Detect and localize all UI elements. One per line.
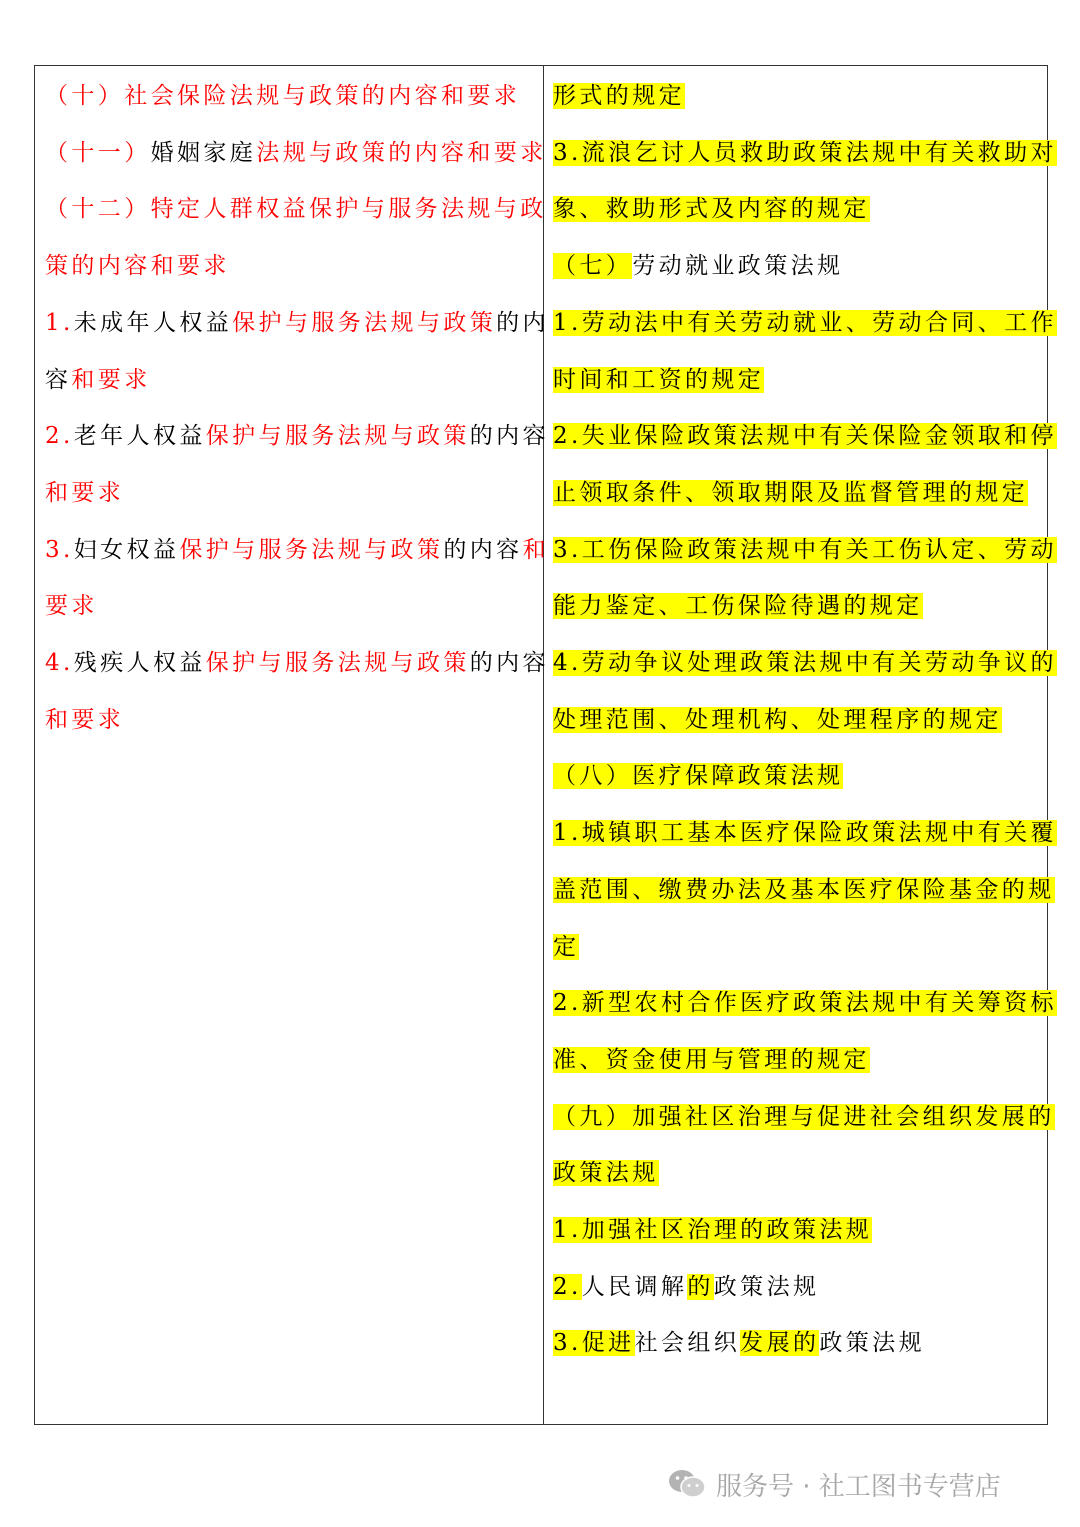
text-segment: 的内: [496, 309, 549, 336]
right-column-line: [553, 414, 1057, 458]
text-segment: 保护与服务法规与政策: [205, 423, 470, 450]
text-segment: 人民调解: [581, 1273, 688, 1300]
right-column-line: [553, 1038, 870, 1082]
text-segment: 2.: [45, 423, 74, 450]
left-column-line: [45, 301, 549, 345]
text-segment: 和要求: [45, 479, 125, 506]
right-column-line: [553, 1208, 872, 1252]
text-segment: 准、资金使用与管理的规定: [553, 1046, 870, 1073]
text-segment: 的内容: [469, 423, 549, 450]
text-segment: 处理范围、处理机构、处理程序的规定: [553, 706, 1002, 733]
text-segment: 和: [522, 536, 549, 563]
text-segment: 形式的规定: [553, 83, 685, 109]
text-segment: 政策法规: [553, 1160, 659, 1187]
left-column-line: [45, 74, 520, 118]
text-segment: 4.: [45, 650, 74, 676]
left-column-line: [45, 244, 230, 288]
right-column-line: [553, 868, 1055, 912]
wechat-icon: [668, 1468, 706, 1500]
text-segment: 象、救助形式及内容的规定: [553, 196, 870, 223]
text-segment: （七）: [553, 253, 633, 280]
text-segment: 劳动就业政策法规: [632, 253, 844, 280]
text-segment: 妇女权益: [73, 536, 180, 563]
text-segment: 止领取条件、领取期限及监督管理的规定: [553, 479, 1029, 506]
right-column-line: [553, 1095, 1055, 1139]
text-segment: 要求: [45, 593, 98, 620]
right-column-line: [553, 981, 1057, 1025]
text-segment: （八）医疗保障政策法规: [553, 763, 844, 790]
text-segment: （十）社会保险法规与政策的内容和要求: [45, 83, 521, 109]
right-column-line: [553, 1151, 659, 1195]
right-column-line: [553, 641, 1057, 685]
text-segment: 和要求: [45, 706, 125, 733]
text-segment: 的: [687, 1273, 714, 1300]
text-segment: 3.: [553, 1330, 582, 1357]
right-column-line: [553, 925, 579, 969]
text-segment: 政策法规: [819, 1330, 925, 1357]
left-column-line: [45, 698, 124, 742]
text-segment: 2.新型农村合作医疗政策法规中有关筹资标: [553, 990, 1057, 1017]
left-column-line: [45, 414, 549, 458]
text-segment: 的内容: [469, 650, 549, 676]
right-column-line: [553, 131, 1057, 175]
text-segment: 时间和工资的规定: [553, 366, 765, 393]
column-divider: [543, 66, 544, 1424]
text-segment: 保护与服务法规与政策: [232, 309, 497, 336]
text-segment: 残疾人权益: [73, 650, 206, 676]
left-column-line: [45, 131, 547, 175]
text-segment: 保护与服务法规与政策: [179, 536, 444, 563]
text-segment: 2.: [553, 1273, 582, 1300]
text-segment: 社会组织: [634, 1330, 741, 1357]
text-segment: 1.加强社区治理的政策法规: [553, 1217, 873, 1243]
text-segment: 法规与政策的内容和要求: [256, 139, 547, 166]
text-segment: 3.工伤保险政策法规中有关工伤认定、劳动: [553, 536, 1057, 563]
text-segment: 盖范围、缴费办法及基本医疗保险基金的规: [553, 876, 1055, 903]
text-segment: 1.城镇职工基本医疗保险政策法规中有关覆: [553, 820, 1057, 847]
right-column-line: [553, 187, 870, 231]
text-segment: 保护与服务法规与政策: [205, 650, 470, 676]
text-segment: 政策法规: [713, 1273, 820, 1300]
right-column-line: [553, 358, 764, 402]
text-segment: 3.流浪乞讨人员救助政策法规中有关救助对: [553, 139, 1057, 166]
text-segment: 促进: [581, 1330, 635, 1357]
text-segment: （九）加强社区治理与促进社会组织发展的: [553, 1103, 1055, 1130]
watermark: [668, 1462, 1001, 1506]
text-segment: 定: [553, 933, 580, 960]
right-column-line: [553, 528, 1057, 572]
text-segment: 未成年人权益: [73, 309, 233, 336]
left-column-line: [45, 471, 124, 515]
text-segment: 的内容: [443, 536, 523, 563]
right-column-line: [553, 754, 843, 798]
text-segment: 3.: [45, 536, 74, 563]
right-column-line: [553, 301, 1057, 345]
left-column-line: [45, 187, 547, 231]
right-column-line: [553, 74, 685, 118]
text-segment: 容: [45, 366, 72, 393]
text-segment: 和要求: [71, 366, 151, 393]
text-segment: 能力鉴定、工伤保险待遇的规定: [553, 593, 923, 620]
text-segment: 1.: [45, 309, 74, 336]
right-column-line: [553, 698, 1002, 742]
left-column-line: [45, 358, 151, 402]
right-column-line: [553, 1321, 925, 1365]
text-segment: 婚姻家庭: [150, 139, 257, 166]
text-segment: 1.劳动法中有关劳动就业、劳动合同、工作: [553, 309, 1057, 336]
content-table: [34, 65, 1057, 1425]
right-column-line: [553, 244, 843, 288]
text-segment: 老年人权益: [73, 423, 206, 450]
right-column-line: [553, 811, 1057, 855]
watermark-text: 服务号 · 社工图书专营店: [716, 1471, 1001, 1502]
text-segment: （十二）特定人群权益保护与服务法规与政: [45, 196, 547, 223]
right-column-line: [553, 1265, 819, 1309]
right-column-line: [553, 584, 923, 628]
left-column-line: [45, 584, 98, 628]
left-column-line: [45, 641, 549, 685]
text-segment: （十一）: [45, 139, 151, 166]
text-segment: 4.劳动争议处理政策法规中有关劳动争议的: [553, 650, 1057, 676]
text-segment: 策的内容和要求: [45, 253, 230, 280]
text-segment: 发展的: [740, 1330, 820, 1357]
left-column-line: [45, 528, 549, 572]
right-column-line: [553, 471, 1028, 515]
text-segment: 2.失业保险政策法规中有关保险金领取和停: [553, 423, 1057, 450]
